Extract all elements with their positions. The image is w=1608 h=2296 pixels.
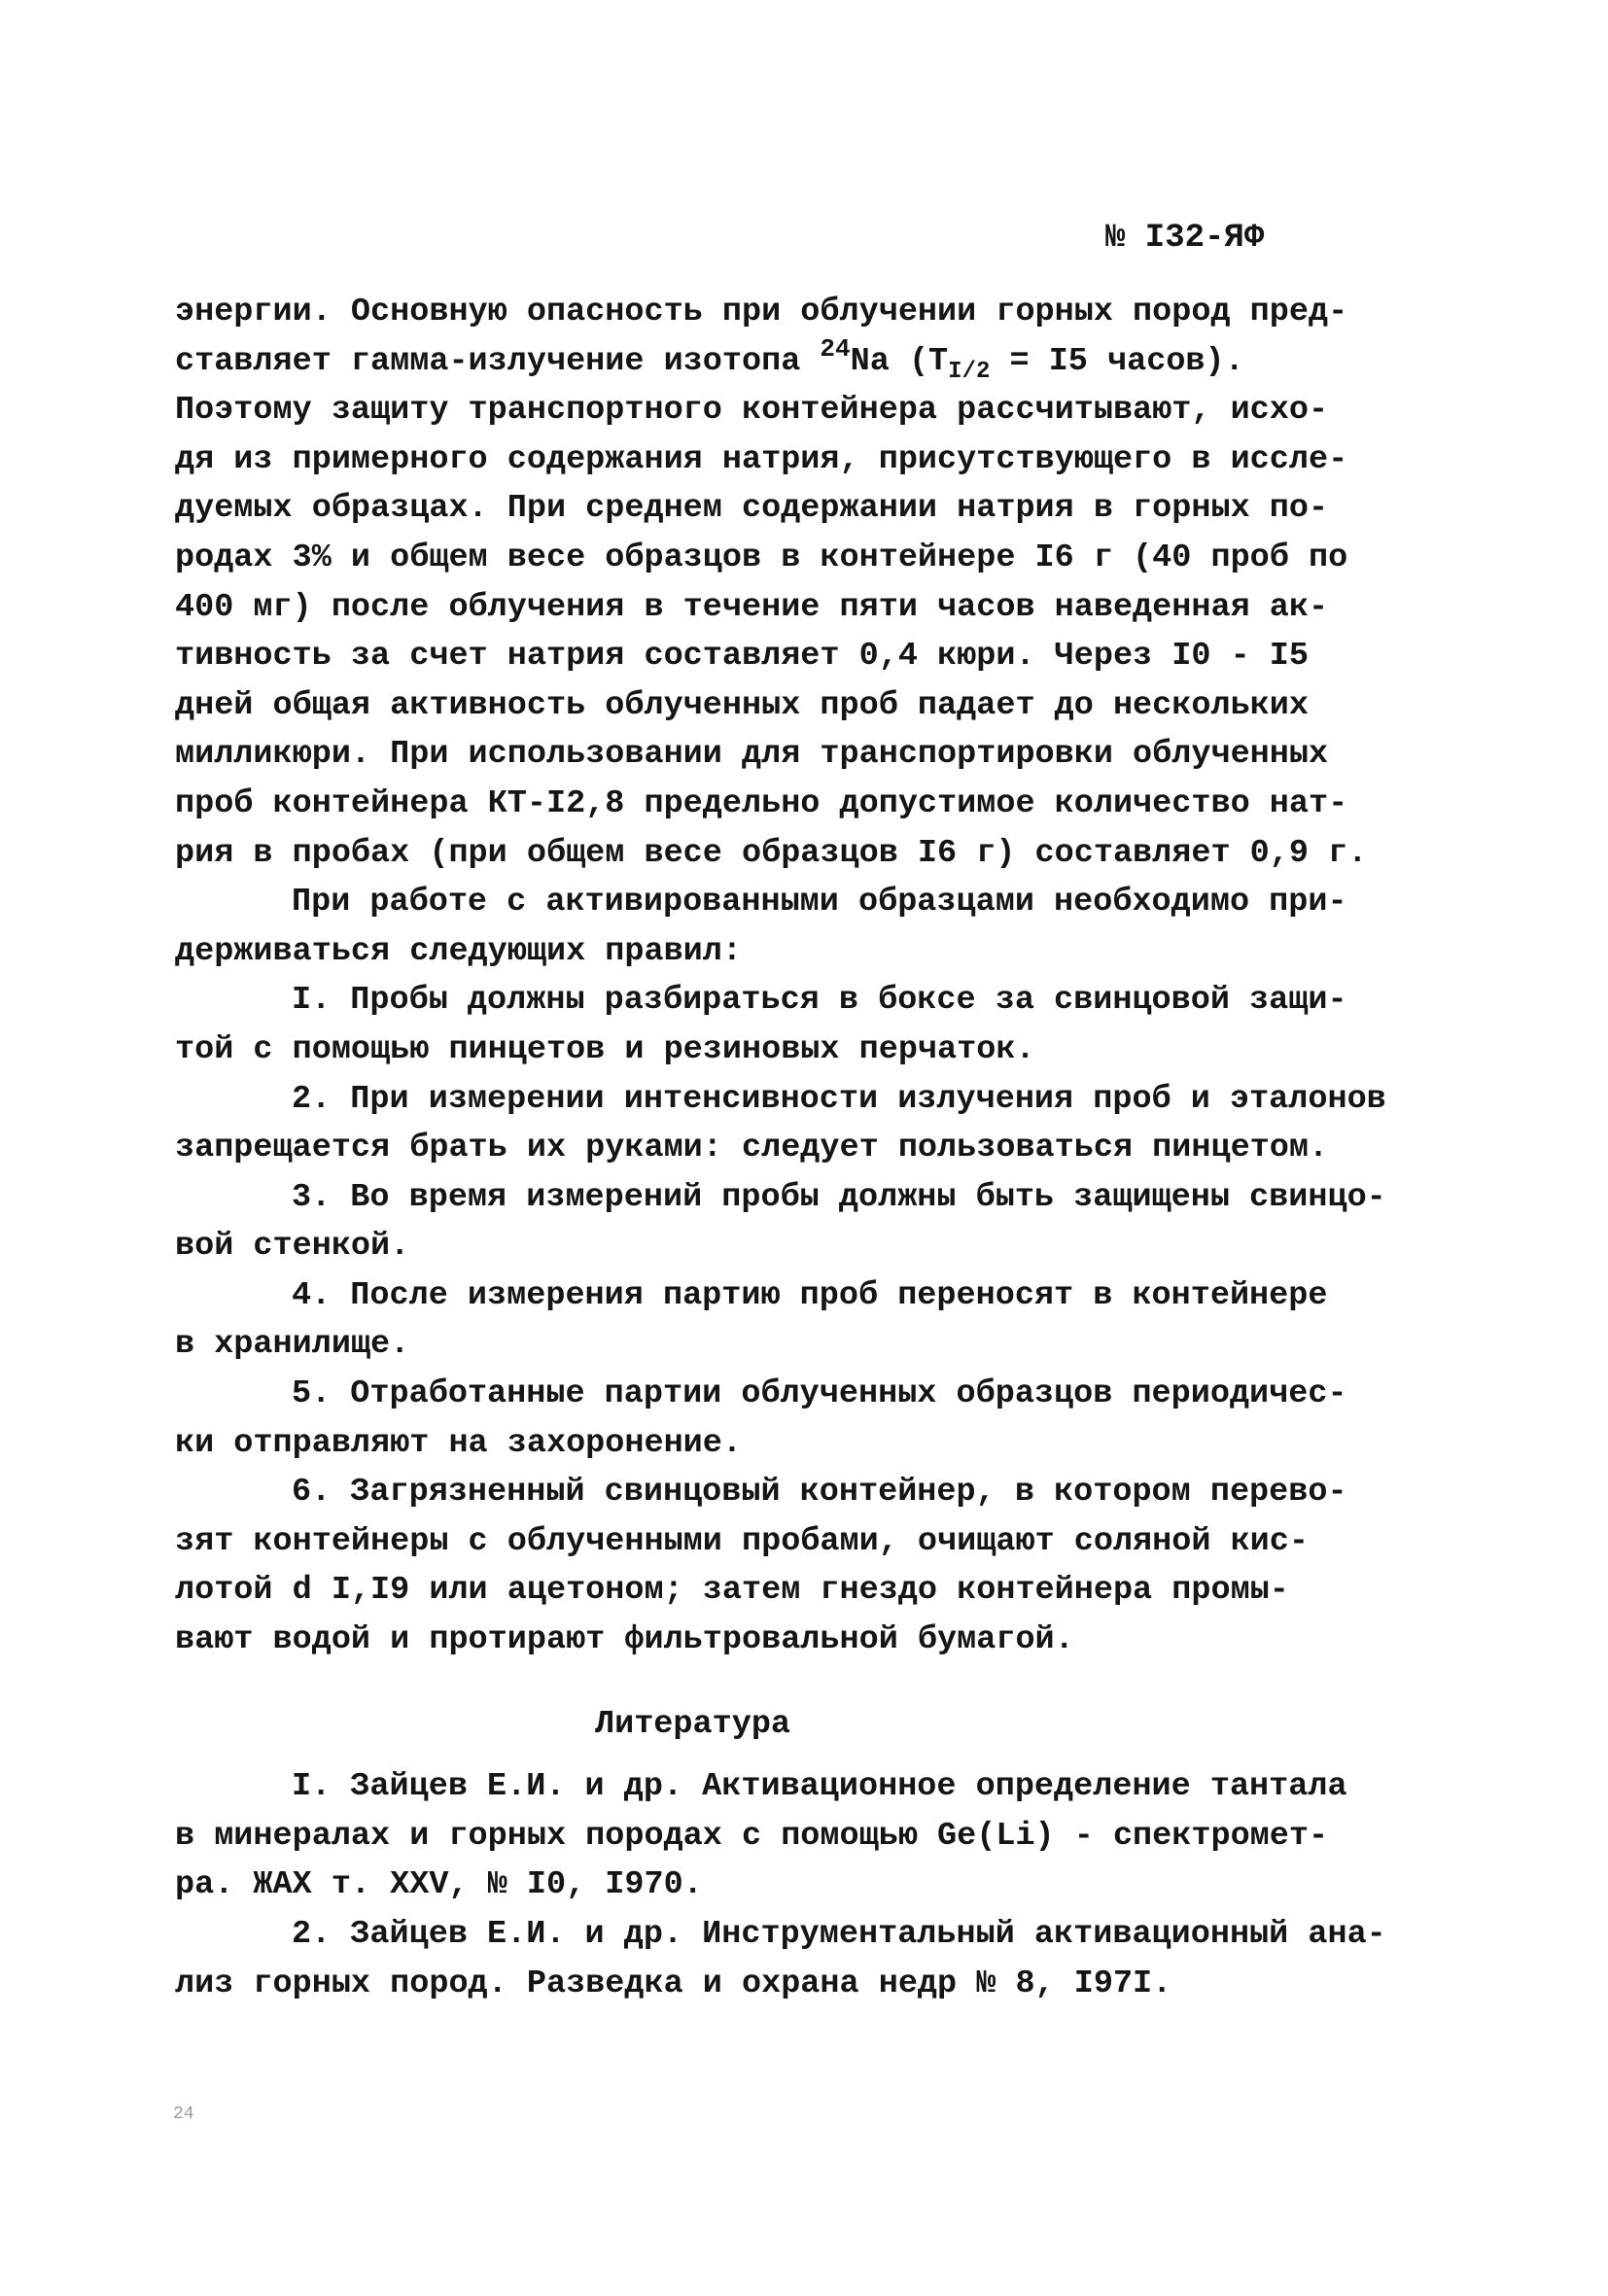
body-line: 400 мг) после облучения в течение пяти часов наведенная ак- bbox=[175, 588, 1329, 626]
section-gap bbox=[175, 1665, 1429, 1700]
page-mark: 24 bbox=[173, 2105, 194, 2124]
body-line: дуемых образцах. При среднем содержании натрия в горных по- bbox=[175, 490, 1329, 528]
body-line: энергии. Основную опасность при облучении горных пород пред- bbox=[175, 294, 1348, 330]
text-fragment: I/2 bbox=[948, 358, 991, 385]
body-line: 5. Отработанные партии облученных образцов периодичес- bbox=[292, 1375, 1347, 1413]
body-line bbox=[175, 333, 1429, 387]
body-line: запрещается брать их руками: следует пользоваться пинцетом. bbox=[175, 1130, 1329, 1167]
body-line: вают водой и протирают фильтровальной бумагой. bbox=[175, 1621, 1074, 1659]
body-line: той с помощью пинцетов и резиновых перчаток. bbox=[175, 1030, 1035, 1068]
reference-line: лиз горных пород. Разведка и охрана недр № 8, I97I. bbox=[175, 1965, 1172, 2002]
reference-line: 2. Зайцев Е.И. и др. Инструментальный активационный ана- bbox=[292, 1916, 1386, 1953]
body-line: 2. При измерении интенсивности излучения проб и эталонов bbox=[292, 1080, 1386, 1118]
body-line: держиваться следующих правил: bbox=[175, 932, 742, 970]
body-line: ки отправляют на захоронение. bbox=[175, 1424, 742, 1462]
body-line: вой стенкой. bbox=[175, 1228, 410, 1266]
body-line: 4. После измерения партию проб переносят в контейнере bbox=[292, 1276, 1328, 1314]
body-paragraphs bbox=[175, 288, 1429, 1665]
body-line: рия в пробах (при общем весе образцов I6 г) составляет 0,9 г. bbox=[175, 834, 1368, 872]
reference-line: в минералах и горных породах с помощью Ge(Li) - спектромет- bbox=[175, 1817, 1329, 1855]
reference-line: ра. ЖАХ т. XXV, № I0, I970. bbox=[175, 1866, 703, 1904]
text-fragment: Na (T bbox=[850, 342, 949, 380]
body-line: При работе с активированными образцами необходимо при- bbox=[292, 884, 1347, 922]
references-heading: Литература bbox=[595, 1705, 791, 1743]
body-line: родах 3% и общем весе образцов в контейнере I6 г (40 проб по bbox=[175, 539, 1348, 576]
body-line: дя из примерного содержания натрия, присутствующего в иссле- bbox=[175, 440, 1348, 478]
reference-list bbox=[175, 1762, 1429, 2008]
document-number: № I32-ЯФ bbox=[1105, 220, 1265, 257]
body-line: 6. Загрязненный свинцовый контейнер, в котором перево- bbox=[292, 1474, 1347, 1512]
body-line: I. Пробы должны разбираться в боксе за свинцовой защи- bbox=[292, 982, 1347, 1020]
body-line: проб контейнера КТ-I2,8 предельно допустимое количество нат- bbox=[175, 784, 1348, 822]
body-line: Поэтому защиту транспортного контейнера рассчитывают, исхо- bbox=[175, 392, 1329, 430]
body-line: милликюри. При использовании для транспортировки облученных bbox=[175, 736, 1329, 774]
body-line: в хранилище. bbox=[175, 1326, 410, 1364]
text-fragment: = I5 часов). bbox=[990, 342, 1244, 380]
text-fragment: ставляет гамма-излучение изотопа bbox=[175, 342, 821, 380]
document-body bbox=[175, 288, 1429, 2008]
body-line: зят контейнеры с облученными пробами, очищают соляной кис- bbox=[175, 1522, 1309, 1560]
section-gap bbox=[175, 1749, 1429, 1762]
body-line: дней общая активность облученных проб падает до нескольких bbox=[175, 686, 1309, 724]
reference-line: I. Зайцев Е.И. и др. Активационное определение тантала bbox=[292, 1768, 1347, 1806]
body-line: 3. Во время измерений пробы должны быть защищены свинцо- bbox=[292, 1178, 1386, 1216]
body-line: тивность за счет натрия составляет 0,4 кюри. Через I0 - I5 bbox=[175, 638, 1309, 676]
body-line: лотой d I,I9 или ацетоном; затем гнездо контейнера промы- bbox=[175, 1572, 1289, 1610]
text-fragment: 24 bbox=[820, 333, 851, 364]
